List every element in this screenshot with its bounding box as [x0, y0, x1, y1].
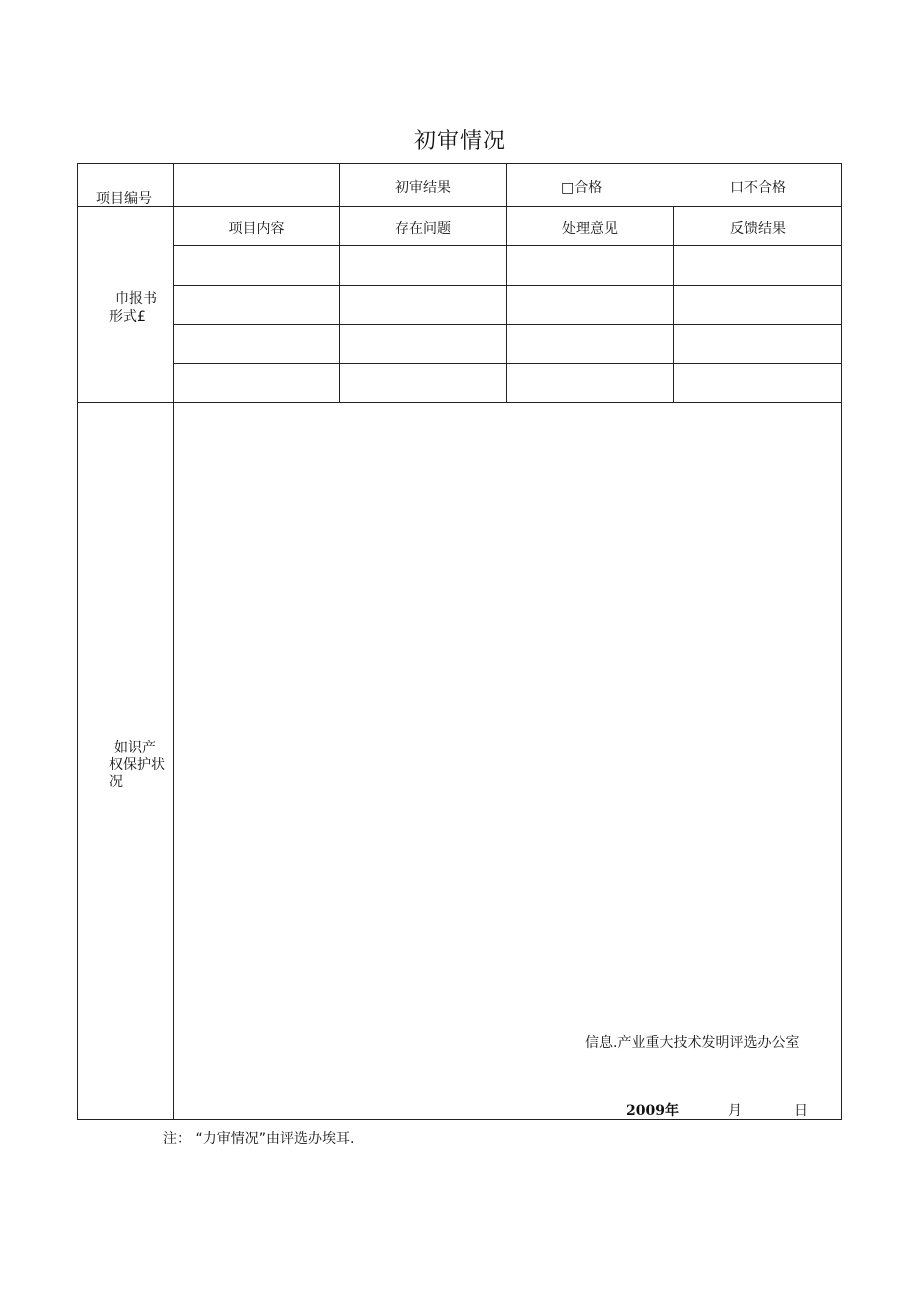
row-divider [174, 285, 842, 286]
project-number-label: 项目编号 [96, 191, 152, 207]
row-divider [77, 402, 842, 403]
ip-section-label-line1: 如识产 [114, 740, 156, 756]
footnote: 注： “力审情况”由评选办埃耳. [163, 1131, 355, 1147]
row-divider [174, 245, 842, 246]
page-title: 初审情况 [413, 129, 506, 154]
format-section-label-line1: 巾报书 [115, 291, 157, 307]
row-divider [174, 363, 842, 364]
fail-checkbox[interactable]: 口不合格 [730, 180, 786, 196]
format-section-label-line2: 形式£ [109, 309, 146, 325]
date-month: 月 [728, 1103, 742, 1119]
row-divider [77, 206, 842, 207]
ip-section-label-line2: 权保护状 [109, 757, 165, 773]
row-divider [174, 324, 842, 325]
column-divider [173, 163, 174, 1120]
review-result-label: 初审结果 [395, 180, 451, 196]
ip-section-label-line3: 况 [109, 774, 123, 790]
header-project-content: 项目内容 [228, 221, 285, 237]
date-year: 2009年 [626, 1103, 679, 1119]
column-divider [506, 163, 507, 402]
header-feedback-result: 反馈结果 [730, 221, 786, 237]
project-number-value[interactable] [180, 178, 332, 198]
date-day: 日 [794, 1103, 808, 1119]
header-existing-issues: 存在问题 [395, 221, 451, 237]
review-form-table [77, 163, 842, 1120]
issuing-office: 信息.产业重大技术发明评选办公室 [585, 1035, 800, 1051]
column-divider [339, 163, 340, 402]
pass-checkbox[interactable]: □合格 [561, 180, 603, 196]
header-handling-opinion: 处理意见 [562, 221, 618, 237]
